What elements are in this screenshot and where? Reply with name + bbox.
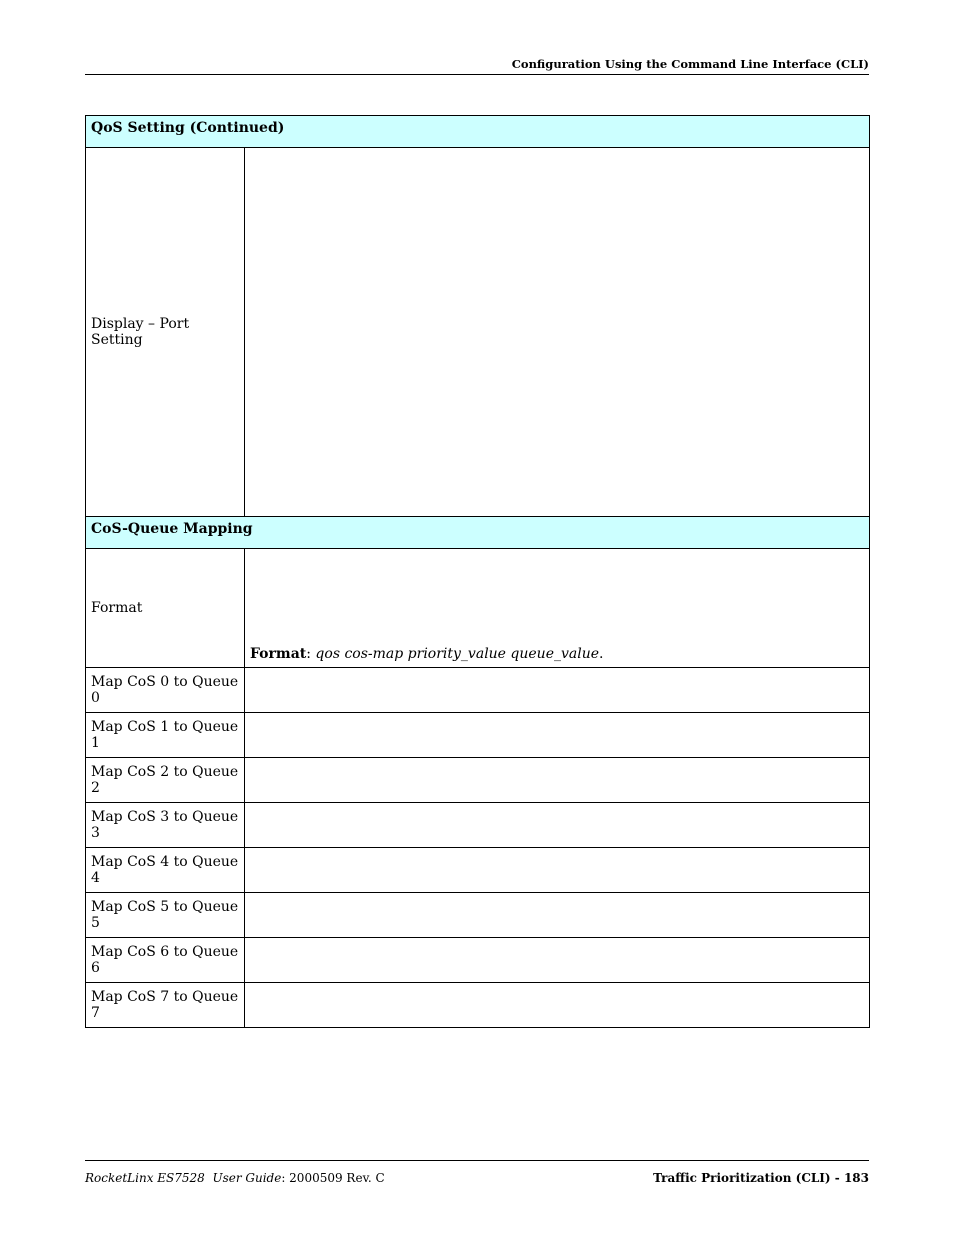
row-description (245, 983, 870, 1028)
table-row (86, 713, 870, 758)
format-end: . (599, 646, 604, 662)
row-description (245, 938, 870, 983)
table-row (86, 893, 870, 938)
format-separator: : (306, 646, 316, 662)
table-row-format (86, 549, 870, 668)
table-row (86, 848, 870, 893)
row-label: Map CoS 2 to Queue 2 (86, 758, 245, 803)
row-label: Map CoS 7 to Queue 7 (86, 983, 245, 1028)
row-description (245, 549, 870, 668)
table-row-display-port-setting (86, 148, 870, 517)
row-label: Map CoS 3 to Queue 3 (86, 803, 245, 848)
row-label: Map CoS 5 to Queue 5 (86, 893, 245, 938)
row-label: Map CoS 0 to Queue 0 (86, 668, 245, 713)
section-title: CoS-Queue Mapping (91, 520, 253, 537)
table-row (86, 758, 870, 803)
section-header-cos-queue-mapping (86, 517, 870, 549)
row-description (245, 803, 870, 848)
format-keyword: Format (250, 646, 307, 662)
footer-page-number: Traffic Prioritization (CLI) - 183 (653, 1171, 869, 1185)
footer-product: RocketLinx ES7528 (85, 1171, 205, 1185)
section-header-qos-setting (86, 116, 870, 148)
row-label: Display – Port Setting (86, 148, 245, 517)
table-row (86, 803, 870, 848)
row-label: Map CoS 4 to Queue 4 (86, 848, 245, 893)
row-label: Format (86, 549, 245, 668)
section-title: QoS Setting (Continued) (91, 119, 285, 136)
row-description (245, 893, 870, 938)
footer-doc-info (85, 1171, 385, 1185)
page-footer (85, 1160, 869, 1189)
page-header (85, 56, 869, 75)
row-description (245, 668, 870, 713)
row-description (245, 713, 870, 758)
footer-doc-number: : 2000509 Rev. C (281, 1171, 385, 1185)
footer-guide: User Guide (212, 1171, 282, 1185)
format-syntax: qos cos-map priority_value queue_value (315, 646, 600, 662)
table-row (86, 983, 870, 1028)
row-label: Map CoS 1 to Queue 1 (86, 713, 245, 758)
table-row (86, 938, 870, 983)
row-description (245, 848, 870, 893)
row-description (245, 148, 870, 517)
row-label: Map CoS 6 to Queue 6 (86, 938, 245, 983)
qos-settings-table (85, 115, 870, 1028)
table-row (86, 668, 870, 713)
header-title: Configuration Using the Command Line Interface (CLI) (511, 57, 869, 71)
row-description (245, 758, 870, 803)
